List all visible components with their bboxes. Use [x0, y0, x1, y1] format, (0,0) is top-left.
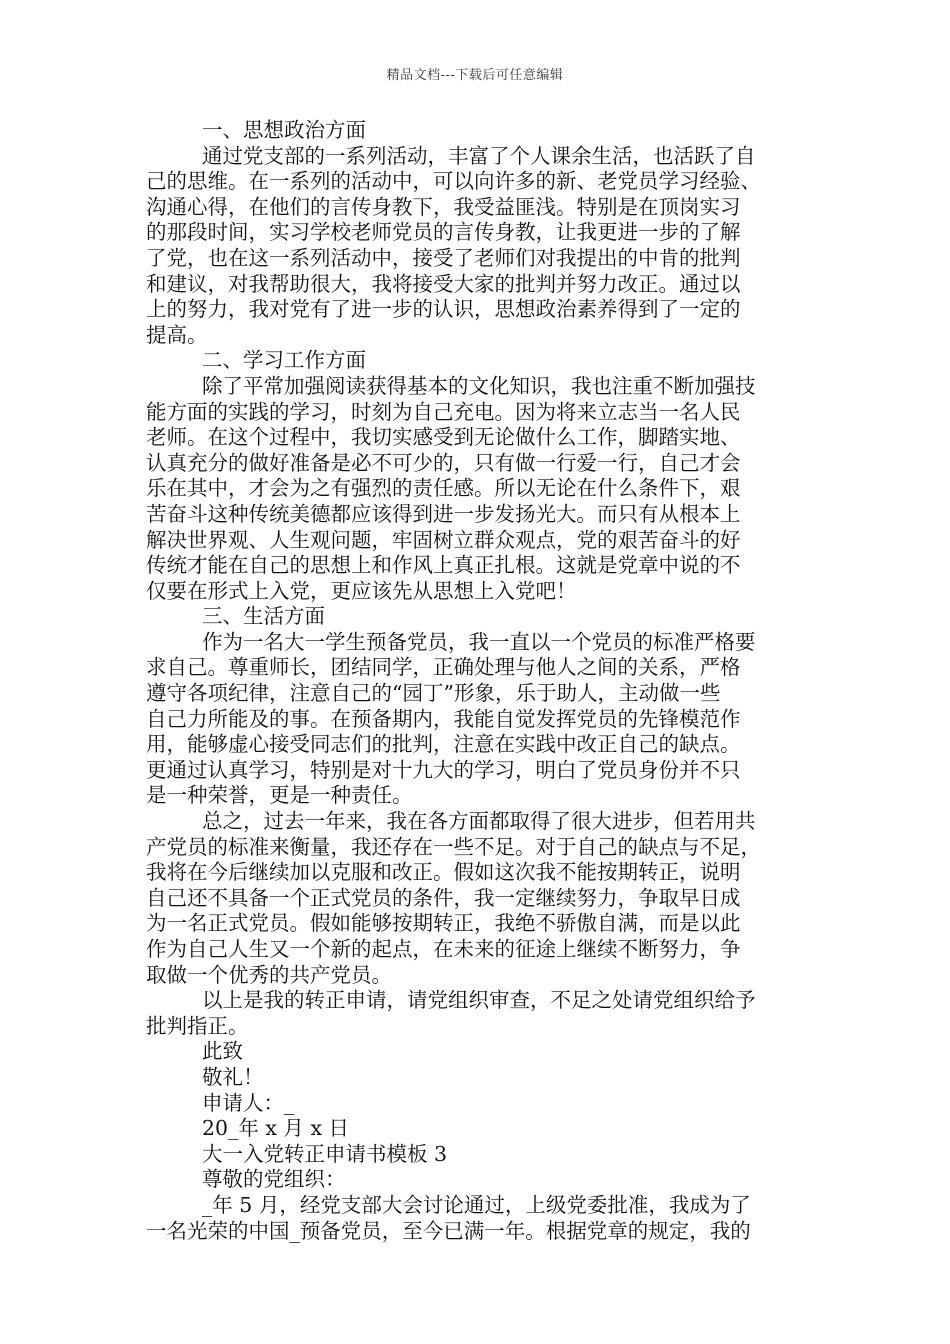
text-line: 求自己。尊重师长，团结同学，正确处理与他人之间的关系，严格 — [146, 655, 741, 680]
text-line: 上的努力，我对党有了进一步的认识，思想政治素养得到了一定的 — [146, 297, 741, 322]
text-line: 了党，也在这一系列活动中，接受了老师们对我提出的中肯的批判 — [146, 245, 741, 270]
text-line: 的那段时间，实习学校老师党员的言传身教，让我更进一步的了解 — [146, 220, 741, 245]
text-line: 遵守各项纪律，注意自己的“园丁”形象，乐于助人，主动做一些 — [146, 681, 721, 706]
text-line: 我将在今后继续加以克服和改正。假如这次我不能按期转正，说明 — [146, 860, 741, 885]
text-line: 申请人：_ — [202, 1090, 295, 1115]
text-line: 以上是我的转正申请，请党组织审查，不足之处请党组织给予 — [202, 988, 756, 1013]
text-line: 批判指正。 — [146, 1013, 249, 1038]
text-line: 此致 — [202, 1039, 243, 1064]
text-line: 传统才能在自己的思想上和作风上真正扎根。这就是党章中说的不 — [146, 553, 741, 578]
page-header: 精品文档---下载后可任意编辑 — [386, 68, 564, 83]
text-line: 是一种荣誉，更是一种责任。 — [146, 783, 413, 808]
text-line: 乐在其中，才会为之有强烈的责任感。所以无论在什么条件下，艰 — [146, 476, 741, 501]
text-line: 大一入党转正申请书模板 3 — [202, 1141, 448, 1166]
text-line: 提高。 — [146, 322, 208, 347]
text-line: 三、生活方面 — [202, 604, 325, 629]
text-line: 总之，过去一年来，我在各方面都取得了很大进步，但若用共 — [202, 809, 756, 834]
text-line: 产党员的标准来衡量，我还存在一些不足。对于自己的缺点与不足， — [146, 834, 761, 859]
text-line: 更通过认真学习，特别是对十九大的学习，明白了党员身份并不只 — [146, 757, 741, 782]
text-line: 自己力所能及的事。在预备期内，我能自觉发挥党员的先锋模范作 — [146, 706, 741, 731]
text-line: 沟通心得，在他们的言传身教下，我受益匪浅。特别是在顶岗实习 — [146, 194, 741, 219]
text-line: 仅要在形式上入党，更应该先从思想上入党吧！ — [146, 578, 577, 603]
text-line: 通过党支部的一系列活动，丰富了个人课余生活，也活跃了自 — [202, 143, 756, 168]
text-line: 一、思想政治方面 — [202, 118, 366, 142]
text-line: 敬礼！ — [202, 1064, 264, 1089]
text-line: 作为一名大一学生预备党员，我一直以一个党员的标准严格要 — [202, 629, 756, 654]
text-line: 尊敬的党组织： — [202, 1167, 346, 1192]
text-line: 为一名正式党员。假如能够按期转正，我绝不骄傲自满，而是以此 — [146, 911, 741, 936]
text-line: 自己还不具备一个正式党员的条件，我一定继续努力，争取早日成 — [146, 885, 741, 910]
text-line: 一名光荣的中国_预备党员，至今已满一年。根据党章的规定，我的 — [146, 1218, 751, 1243]
text-line: 己的思维。在一系列的活动中，可以向许多的新、老党员学习经验、 — [146, 169, 761, 194]
text-line: 苦奋斗这种传统美德都应该得到进一步发扬光大。而只有从根本上 — [146, 501, 741, 526]
document-body — [146, 118, 808, 1244]
text-line: 二、学习工作方面 — [202, 348, 366, 373]
text-line: 认真充分的做好准备是必不可少的，只有做一行爱一行，自己才会 — [146, 450, 741, 475]
text-line: 和建议，对我帮助很大，我将接受大家的批判并努力改正。通过以 — [146, 271, 741, 296]
text-line: 能方面的实践的学习，时刻为自己充电。因为将来立志当一名人民 — [146, 399, 741, 424]
text-line: 用，能够虚心接受同志们的批判，注意在实践中改正自己的缺点。 — [146, 732, 741, 757]
text-line: 取做一个优秀的共产党员。 — [146, 962, 392, 987]
text-line: 作为自己人生又一个新的起点，在未来的征途上继续不断努力，争 — [146, 937, 741, 961]
text-line: _年 5 月，经党支部大会讨论通过，上级党委批准，我成为了 — [202, 1192, 751, 1217]
text-line: 解决世界观、人生观问题，牢固树立群众观点，党的艰苦奋斗的好 — [146, 527, 741, 552]
text-line: 老师。在这个过程中，我切实感受到无论做什么工作，脚踏实地、 — [146, 425, 741, 450]
text-line: 20_年 x 月 x 日 — [202, 1116, 350, 1141]
text-line: 除了平常加强阅读获得基本的文化知识，我也注重不断加强技 — [202, 373, 756, 398]
